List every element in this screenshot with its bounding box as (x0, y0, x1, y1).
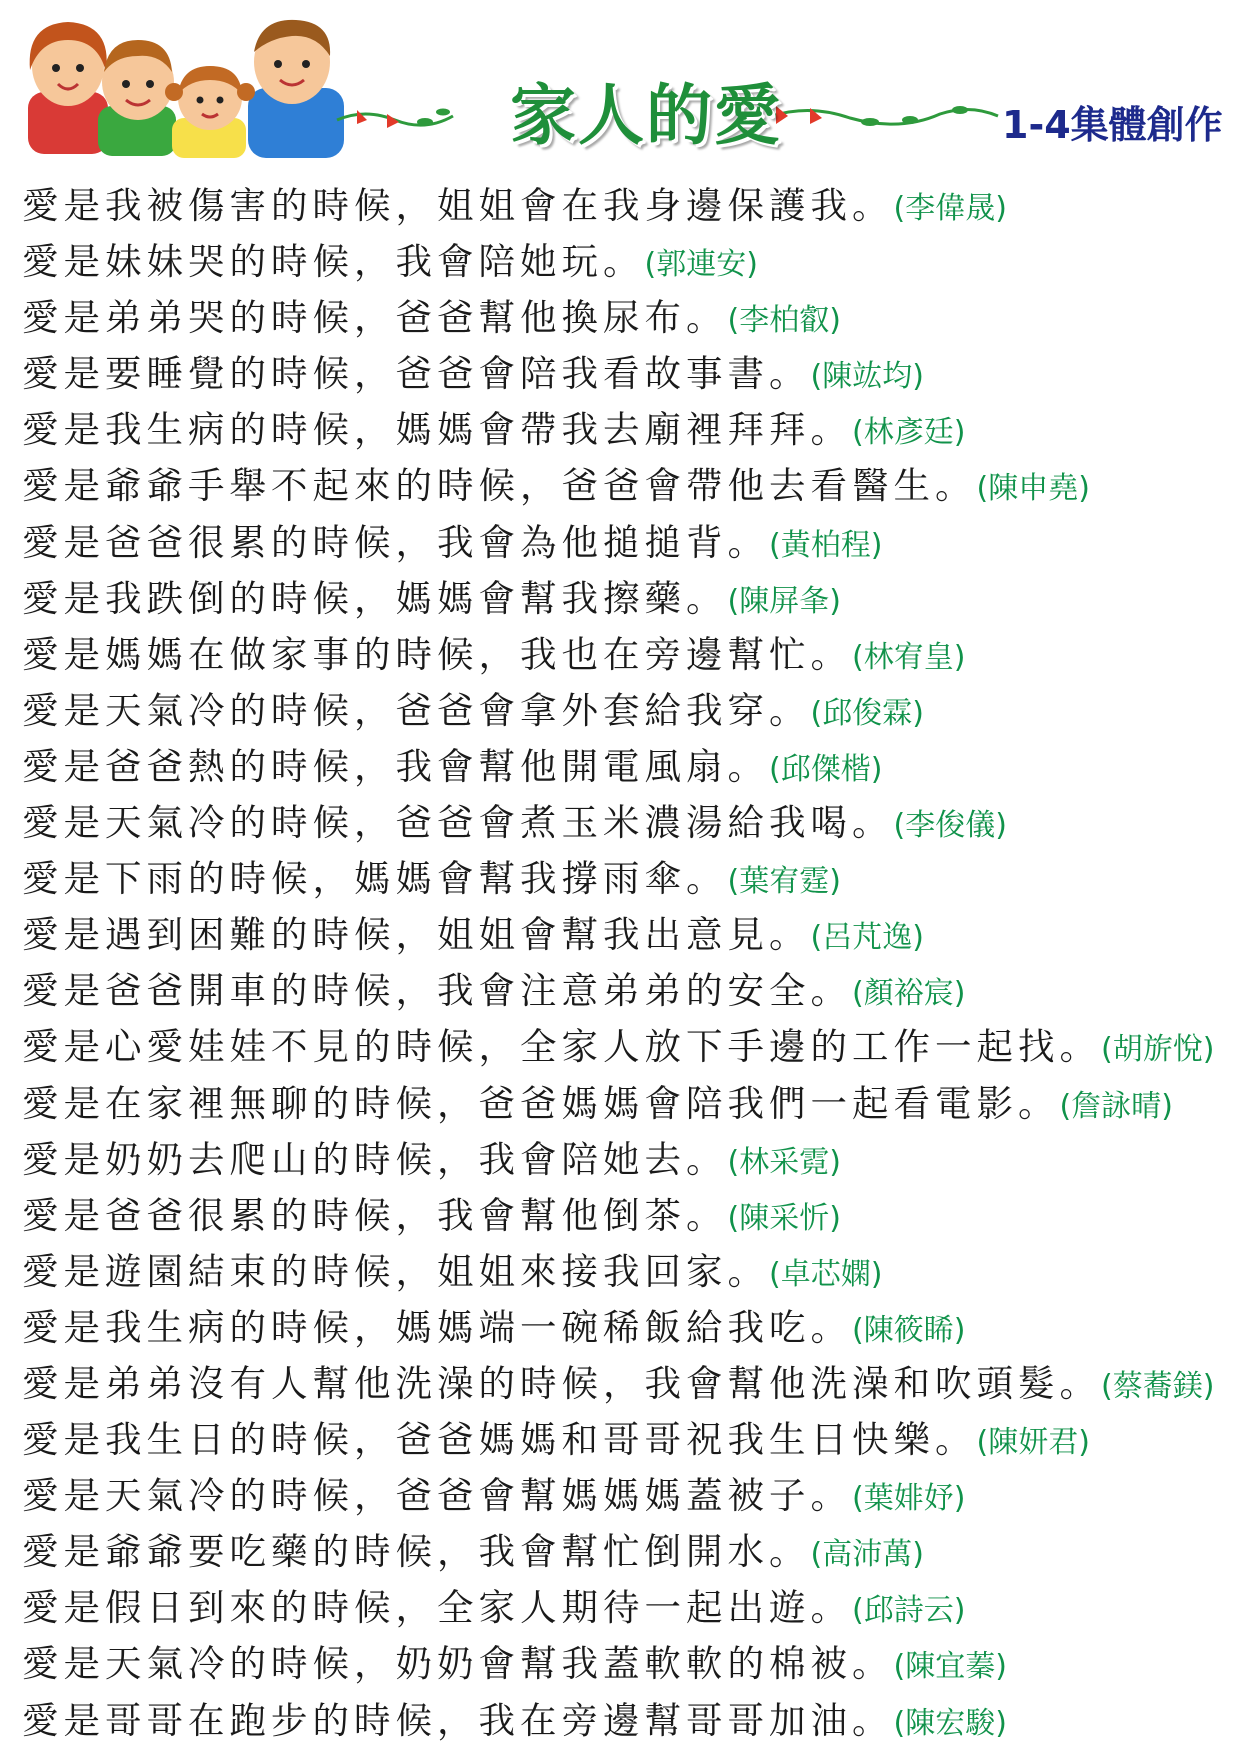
header (0, 0, 1239, 165)
poem-line-author: (詹詠晴) (1059, 1088, 1173, 1124)
poem-line-author: (陳采忻) (727, 1200, 841, 1236)
poem-line (22, 290, 1237, 346)
poem-line-author: (陳申堯) (976, 471, 1090, 507)
poem-line-text: 愛是我生病的時候，媽媽端一碗稀飯給我吃。 (22, 1305, 852, 1349)
poem-line (22, 402, 1237, 458)
poem-line (22, 458, 1237, 514)
poem-line-text: 愛是哥哥在跑步的時候，我在旁邊幫哥哥加油。 (22, 1698, 894, 1742)
poem-line-text: 愛是心愛娃娃不見的時候，全家人放下手邊的工作一起找。 (22, 1025, 1101, 1069)
poem-line-text: 愛是天氣冷的時候，爸爸會煮玉米濃湯給我喝。 (22, 801, 894, 845)
poem-line-text: 愛是媽媽在做家事的時候，我也在旁邊幫忙。 (22, 632, 852, 676)
poem-line-author: (李偉晟) (893, 191, 1007, 226)
poem-line-text: 愛是假日到來的時候，全家人期待一起出遊。 (22, 1586, 852, 1630)
poem-line (22, 795, 1237, 851)
poem-line-author: (邱詩云) (852, 1593, 966, 1629)
page-subtitle: 1-4集體創作 (1002, 103, 1223, 147)
poem-line-text: 愛是天氣冷的時候，爸爸會拿外套給我穿。 (22, 688, 811, 732)
poem-line-text: 愛是下雨的時候，媽媽會幫我撐雨傘。 (22, 857, 728, 901)
poem-line-author: (卓芯嫻) (769, 1256, 883, 1292)
poem-line (22, 627, 1237, 683)
page-title: 家人的愛 (510, 77, 782, 154)
poem-line (22, 1188, 1237, 1244)
poem-line-text: 愛是妹妹哭的時候，我會陪她玩。 (22, 240, 645, 284)
poem-line-text: 愛是奶奶去爬山的時候，我會陪她去。 (22, 1137, 728, 1181)
poem-line-author: (陳宜蓁) (893, 1649, 1007, 1685)
poem-line (22, 234, 1237, 290)
poem-line (22, 683, 1237, 739)
poem-line-author: (陳妍君) (976, 1425, 1090, 1461)
poem-line (22, 1412, 1237, 1468)
poem-line (22, 178, 1237, 234)
poem-line-text: 愛是要睡覺的時候，爸爸會陪我看故事書。 (22, 352, 811, 396)
poem-line (22, 1524, 1237, 1580)
poem-line-author: (高沛萬) (810, 1537, 924, 1573)
poem-line-text: 愛是我生日的時候，爸爸媽媽和哥哥祝我生日快樂。 (22, 1418, 977, 1462)
poem-line-text: 愛是天氣冷的時候，奶奶會幫我蓋軟軟的棉被。 (22, 1642, 894, 1686)
father-figure (248, 20, 344, 158)
poem-line-text: 愛是爸爸開車的時候，我會注意弟弟的安全。 (22, 969, 852, 1013)
poem-line (22, 1244, 1237, 1300)
poem-line-text: 愛是天氣冷的時候，爸爸會幫媽媽媽蓋被子。 (22, 1474, 852, 1518)
poem-line (22, 1132, 1237, 1188)
poem-line-text: 愛是弟弟沒有人幫他洗澡的時候，我會幫他洗澡和吹頭髮。 (22, 1361, 1101, 1405)
poem-line-author: (顏裕宸) (852, 976, 966, 1012)
poem-line-author: (陳宏駿) (893, 1705, 1007, 1741)
poem-line (22, 1580, 1237, 1636)
poem-lines (22, 178, 1237, 1749)
poem-line (22, 1300, 1237, 1356)
poem-line (22, 907, 1237, 963)
poem-line-author: (蔡蕎鎂) (1101, 1368, 1215, 1404)
poem-line-text: 愛是在家裡無聊的時候，爸爸媽媽會陪我們一起看電影。 (22, 1081, 1060, 1125)
poem-line-text: 愛是爸爸熱的時候，我會幫他開電風扇。 (22, 744, 769, 788)
poem-line-text: 愛是爺爺要吃藥的時候，我會幫忙倒開水。 (22, 1530, 811, 1574)
poem-line (22, 851, 1237, 907)
poem-line-text: 愛是遊園結束的時候，姐姐來接我回家。 (22, 1249, 769, 1293)
right-vine-decoration (770, 96, 1000, 136)
poem-line-author: (陳筱睎) (852, 1312, 966, 1348)
left-vine-decoration (335, 98, 455, 138)
poem-line-author: (林宥皇) (852, 639, 966, 675)
poem-line (22, 1356, 1237, 1412)
poem-line-text: 愛是我跌倒的時候，媽媽會幫我擦藥。 (22, 576, 728, 620)
boy-figure (98, 40, 176, 156)
mother-figure (28, 22, 108, 154)
poem-line-author: (陳竑均) (810, 359, 924, 395)
poem-line-text: 愛是我被傷害的時候，姐姐會在我身邊保護我。 (22, 184, 894, 227)
poem-line (22, 963, 1237, 1019)
poem-line-author: (呂芃逸) (810, 920, 924, 956)
poem-line-text: 愛是爸爸很累的時候，我會為他搥搥背。 (22, 520, 769, 564)
poem-line-author: (陳屏夆) (727, 583, 841, 619)
poem-line (22, 1693, 1237, 1749)
poem-line-text: 愛是弟弟哭的時候，爸爸幫他換尿布。 (22, 296, 728, 340)
poem-line-author: (郭連安) (644, 247, 758, 283)
poem-line-text: 愛是爺爺手舉不起來的時候，爸爸會帶他去看醫生。 (22, 464, 977, 508)
poem-line (22, 1636, 1237, 1692)
poem-line-text: 愛是遇到困難的時候，姐姐會幫我出意見。 (22, 913, 811, 957)
poem-line (22, 739, 1237, 795)
family-illustration (20, 10, 350, 160)
poem-line-author: (李柏叡) (727, 303, 841, 339)
poem-line-author: (胡旂悅) (1101, 1032, 1215, 1068)
poem-line (22, 1076, 1237, 1132)
poem-line (22, 1019, 1237, 1075)
poem-line (22, 571, 1237, 627)
poem-line (22, 1468, 1237, 1524)
poem-line-text: 愛是我生病的時候，媽媽會帶我去廟裡拜拜。 (22, 408, 852, 452)
poem-line-author: (李俊儀) (893, 808, 1007, 844)
girl-figure (165, 66, 255, 158)
poem-line-author: (黃柏程) (769, 527, 883, 563)
poem-line-author: (葉婔妤) (852, 1481, 966, 1517)
poem-line-author: (邱俊霖) (810, 695, 924, 731)
poem-line-author: (林采霓) (727, 1144, 841, 1180)
poem-line-author: (林彥廷) (852, 415, 966, 451)
poem-line-author: (葉宥霆) (727, 864, 841, 900)
poem-line-text: 愛是爸爸很累的時候，我會幫他倒茶。 (22, 1193, 728, 1237)
poem-line (22, 515, 1237, 571)
poem-line-author: (邱傑楷) (769, 751, 883, 787)
poem-line (22, 346, 1237, 402)
